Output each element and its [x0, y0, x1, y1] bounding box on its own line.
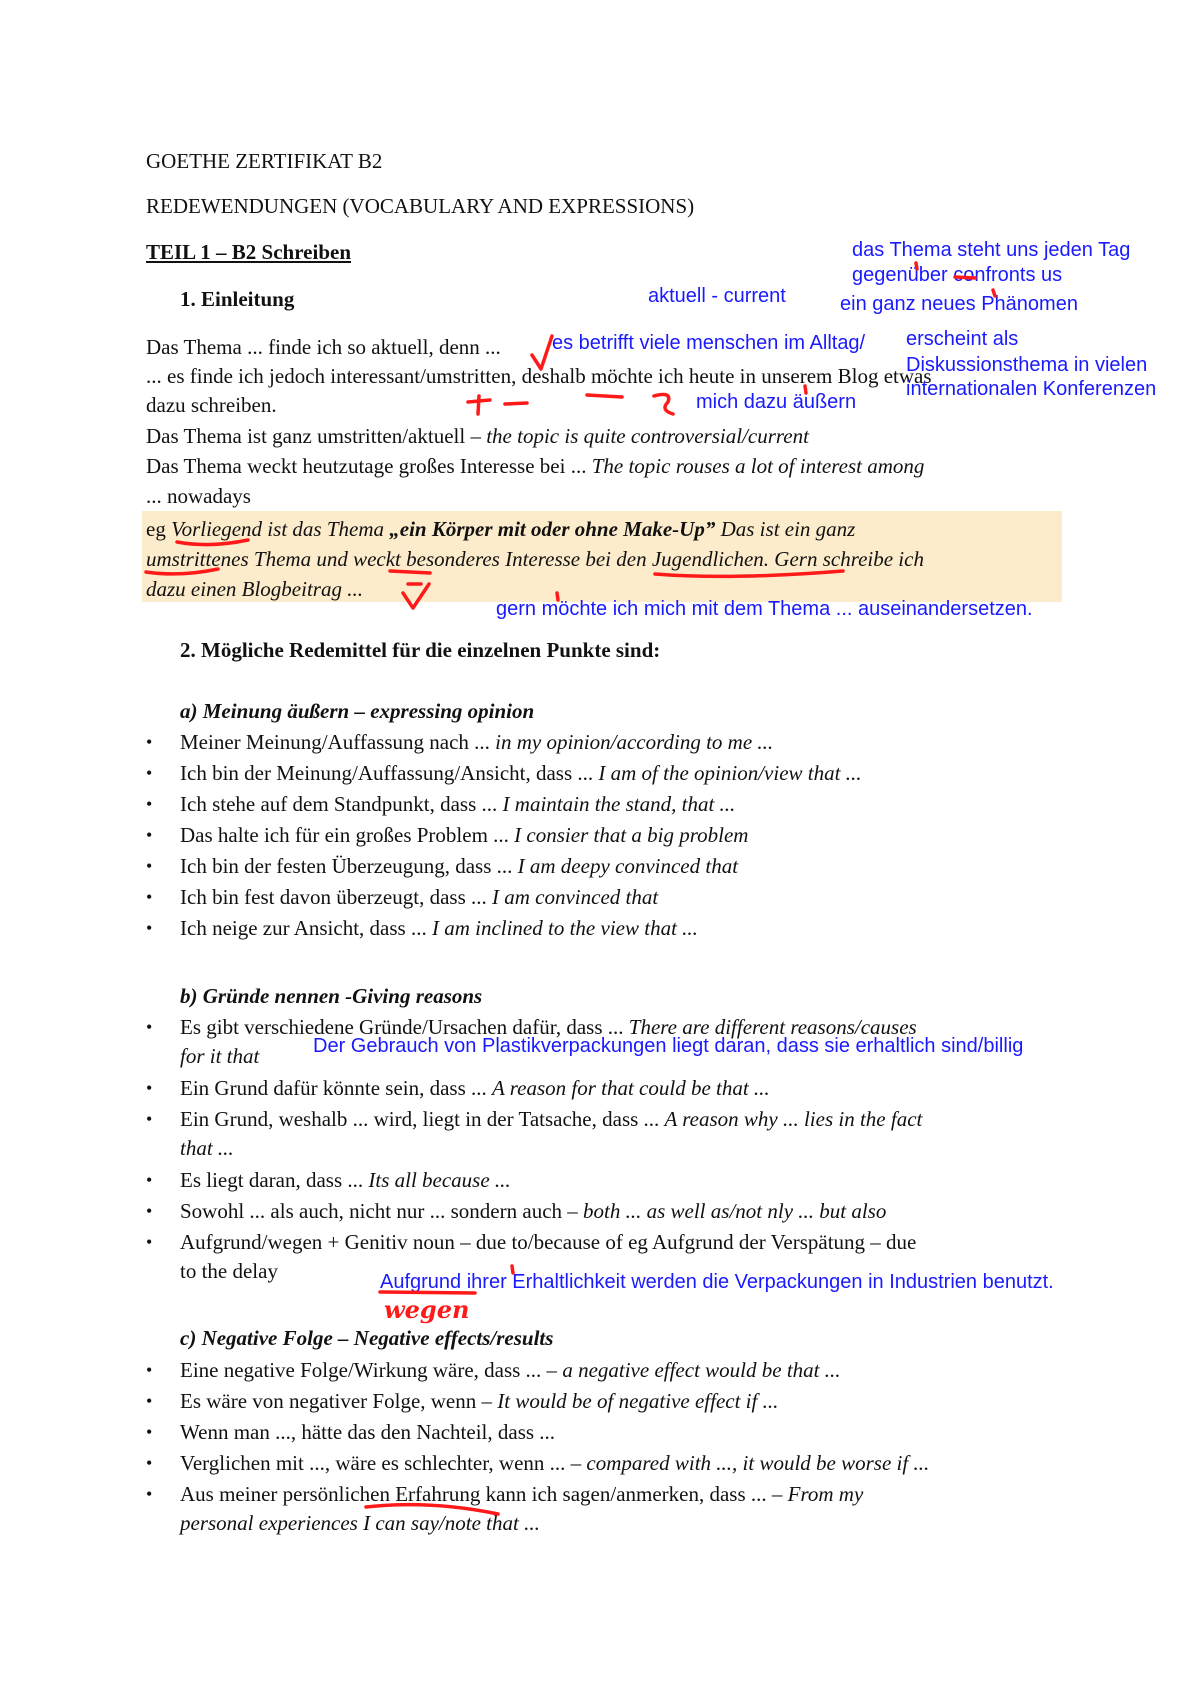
subsection-a-heading: a) Meinung äußern – expressing opinion — [180, 699, 535, 723]
opinion-bullet: • — [146, 794, 153, 814]
opinion-item-de: Ich neige zur Ansicht, dass ... — [180, 916, 432, 940]
annotation-wegen: wegen — [384, 1295, 470, 1324]
reason-item-en: There are different reasons/causes — [628, 1015, 917, 1039]
opinion-bullet: • — [146, 825, 153, 845]
annotation-erscheint: erscheint als — [906, 328, 1019, 350]
intro-line-2: ... es finde ich jedoch interessant/umstritten, deshalb möchte ich heute in unserem Blog etwas — [146, 364, 932, 388]
reason-item — [180, 1106, 922, 1132]
opinion-item-en: I am inclined to the view that ... — [431, 916, 698, 940]
opinion-item-de: Das halte ich für ein großes Problem ... — [180, 823, 515, 847]
effect-item-cont: personal experiences I can say/note that ... — [180, 1511, 540, 1535]
effect-item — [180, 1481, 863, 1507]
opinion-item-en: I consier that a big problem — [514, 823, 749, 847]
opinion-bullet: • — [146, 856, 153, 876]
opinion-item-de: Ich bin fest davon überzeugt, dass ... — [180, 885, 492, 909]
opinion-item-de: Ich stehe auf dem Standpunkt, dass ... — [180, 792, 503, 816]
reason-item-cont: for it that — [180, 1044, 260, 1068]
intro-line-5-de: Das Thema weckt heutzutage großes Interesse bei ... — [146, 454, 592, 478]
example-vorliegend: Vorliegend ist das Thema — [171, 517, 390, 541]
effect-bullet: • — [146, 1391, 153, 1411]
reason-item-de: Aufgrund/wegen + Genitiv noun – due to/because of eg Aufgrund der Verspätung – due — [180, 1230, 917, 1254]
opinion-item — [180, 791, 735, 817]
intro-line-4-de: Das Thema ist ganz umstritten/aktuell – — [146, 424, 487, 448]
reason-bullet: • — [146, 1109, 153, 1129]
opinion-item-en: I maintain the stand, that ... — [502, 792, 736, 816]
reason-item-de: Es liegt daran, dass ... — [180, 1168, 369, 1192]
opinion-bullet: • — [146, 887, 153, 907]
reason-item-cont: to the delay — [180, 1259, 278, 1283]
doc-title: GOETHE ZERTIFIKAT B2 — [146, 149, 383, 173]
intro-line-1: Das Thema ... finde ich so aktuell, denn ... — [146, 335, 501, 359]
example-rest: Das ist ein ganz — [715, 517, 856, 541]
effect-item — [180, 1419, 555, 1445]
reason-item-en: both ... as well as/not nly ... but also — [583, 1199, 887, 1223]
annotation-aktuell: aktuell - current — [648, 285, 786, 307]
effect-item-de: Aus meiner persönlichen Erfahrung kann ich sagen/anmerken, dass ... – — [180, 1482, 788, 1506]
opinion-item-de: Ich bin der Meinung/Auffassung/Ansicht, dass ... — [180, 761, 599, 785]
opinion-item — [180, 822, 748, 848]
opinion-item — [180, 760, 861, 786]
effect-item-en: From my — [787, 1482, 864, 1506]
opinion-item — [180, 853, 738, 879]
intro-line-5 — [146, 453, 924, 479]
reason-item-de: Ein Grund, weshalb ... wird, liegt in der Tatsache, dass ... — [180, 1107, 665, 1131]
opinion-item — [180, 729, 773, 755]
effect-item-de: Es wäre von negativer Folge, wenn – — [180, 1389, 498, 1413]
section1-heading: 1. Einleitung — [180, 287, 295, 311]
opinion-item-en: in my opinion/according to me ... — [495, 730, 774, 754]
example-topic: „ein Körper mit oder ohne Make-Up” — [389, 517, 716, 541]
reason-item — [180, 1075, 770, 1101]
example-line-3: dazu einen Blogbeitrag ... — [146, 577, 363, 601]
opinion-item — [180, 915, 698, 941]
effect-item-de: Verglichen mit ..., wäre es schlechter, wenn ... – — [180, 1451, 587, 1475]
effect-bullet: • — [146, 1422, 153, 1442]
annotation-gebrauch: Der Gebrauch von Plastikverpackungen liegt daran, dass sie erhaltlich sind/billig — [313, 1035, 1024, 1057]
annotation-aufgrund: Aufgrund ihrer Erhaltlichkeit werden die Verpackungen in Industrien benutzt. — [380, 1271, 1054, 1293]
part-heading: TEIL 1 – B2 Schreiben — [146, 240, 351, 264]
effect-bullet: • — [146, 1453, 153, 1473]
annotation-mich-dazu: mich dazu äußern — [696, 391, 857, 413]
effect-item — [180, 1388, 778, 1414]
opinion-item-en: I am convinced that — [492, 885, 659, 909]
cross-mark — [468, 396, 490, 414]
opinion-item-en: I am of the opinion/view that ... — [598, 761, 862, 785]
annotation-thema-steht: das Thema steht uns jeden Tag — [852, 239, 1131, 261]
subsection-c-heading: c) Negative Folge – Negative effects/results — [180, 1326, 554, 1350]
reason-bullet: • — [146, 1078, 153, 1098]
annotation-gern: gern möchte ich mich mit dem Thema ... auseinandersetzen. — [496, 598, 1033, 620]
annotation-konferenzen: internationalen Konferenzen — [906, 378, 1157, 400]
opinion-bullet: • — [146, 732, 153, 752]
reason-item — [180, 1198, 886, 1224]
reason-bullet: • — [146, 1232, 153, 1252]
intro-line-5-en: The topic rouses a lot of interest among — [591, 454, 925, 478]
reason-item — [180, 1167, 511, 1193]
reason-item-de: Es gibt verschiedene Gründe/Ursachen dafür, dass ... — [180, 1015, 629, 1039]
opinion-item-de: Meiner Meinung/Auffassung nach ... — [180, 730, 496, 754]
annotation-phaenomen: ein ganz neues Phänomen — [840, 293, 1078, 315]
intro-line-3: dazu schreiben. — [146, 393, 277, 417]
opinion-item-de: Ich bin der festen Überzeugung, dass ... — [180, 854, 518, 878]
reason-item-cont: that ... — [180, 1136, 234, 1160]
intro-line-4 — [146, 423, 809, 449]
annotation-gegenueber: gegenüber confronts us — [852, 264, 1063, 286]
squiggle-mark — [654, 394, 673, 414]
reason-bullet: • — [146, 1170, 153, 1190]
effect-item-en: a negative effect would be that ... — [562, 1358, 841, 1382]
reason-item-de: Ein Grund dafür könnte sein, dass ... — [180, 1076, 493, 1100]
example-line-2: umstrittenes Thema und weckt besonderes Interesse bei den Jugendlichen. Gern schreibe ich — [146, 547, 924, 571]
reason-item — [180, 1229, 916, 1255]
reason-bullet: • — [146, 1017, 153, 1037]
opinion-bullet: • — [146, 763, 153, 783]
effect-item-de: Eine negative Folge/Wirkung wäre, dass ... – — [180, 1358, 563, 1382]
opinion-item — [180, 884, 658, 910]
effect-item-de: Wenn man ..., hätte das den Nachteil, dass ... — [180, 1420, 556, 1444]
intro-line-4-en: the topic is quite controversial/current — [486, 424, 809, 448]
annotation-betrifft: es betrifft viele menschen im Alltag/ — [552, 332, 866, 354]
doc-subtitle: REDEWENDUNGEN (VOCABULARY AND EXPRESSIONS) — [146, 194, 695, 218]
example-eg: eg — [146, 517, 172, 541]
subsection-b-heading: b) Gründe nennen -Giving reasons — [180, 984, 483, 1008]
annotation-diskussion: Diskussionsthema in vielen — [906, 354, 1148, 376]
effect-bullet: • — [146, 1484, 153, 1504]
example-line-1 — [146, 516, 855, 542]
effect-item-en: compared with ..., it would be worse if ... — [586, 1451, 930, 1475]
opinion-item-en: I am deepy convinced that — [517, 854, 739, 878]
effect-item-en: It would be of negative effect if ... — [497, 1389, 779, 1413]
dash-mark — [505, 403, 527, 404]
opinion-bullet: • — [146, 918, 153, 938]
intro-line-6: ... nowadays — [146, 484, 251, 508]
reason-bullet: • — [146, 1201, 153, 1221]
reason-item-en: A reason for that could be that ... — [492, 1076, 770, 1100]
effect-item — [180, 1450, 929, 1476]
effect-bullet: • — [146, 1360, 153, 1380]
reason-item-de: Sowohl ... als auch, nicht nur ... sondern auch – — [180, 1199, 584, 1223]
dash-mark-2 — [587, 395, 622, 397]
reason-item-en: Its all because ... — [368, 1168, 511, 1192]
reason-item-en: A reason why ... lies in the fact — [664, 1107, 923, 1131]
section2-heading: 2. Mögliche Redemittel für die einzelnen Punkte sind: — [180, 638, 661, 662]
effect-item — [180, 1357, 841, 1383]
